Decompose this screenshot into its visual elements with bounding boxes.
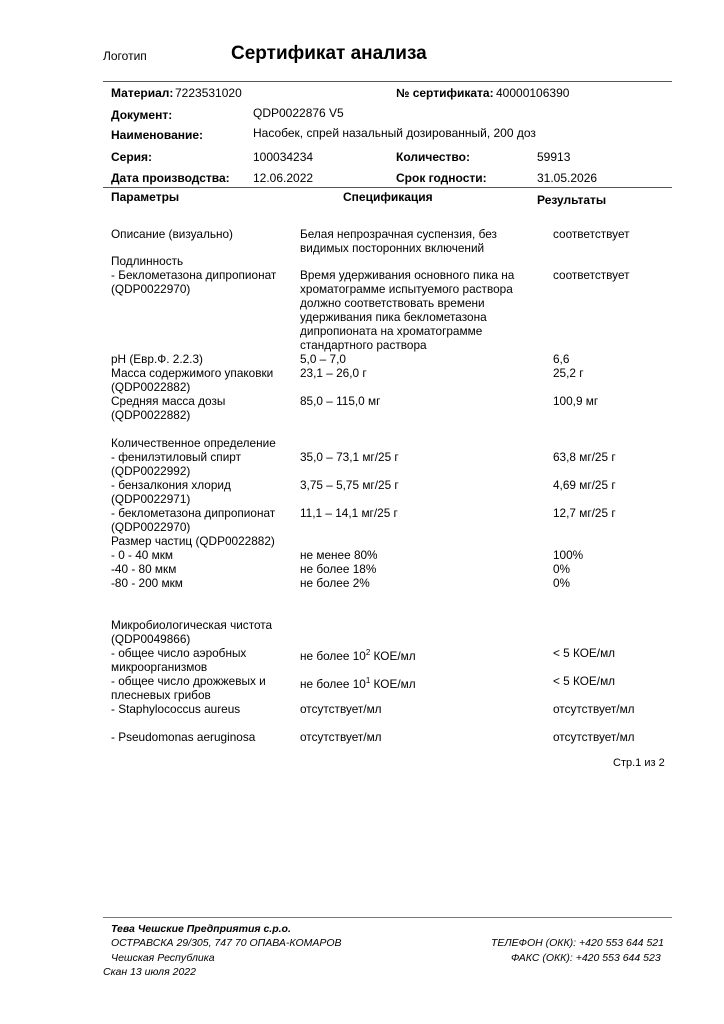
param-staph: - Staphylococcus aureus (111, 702, 241, 716)
param-phenyl: - фенилэтиловый спирт (QDP0022992) (111, 450, 241, 478)
expiry-date-value: 31.05.2026 (537, 171, 598, 185)
result-mass: 25,2 г (553, 366, 584, 380)
result-benzal: 4,69 мг/25 г (553, 478, 616, 492)
param-particle-2: -40 - 80 мкм (111, 562, 177, 576)
spec-mass: 23,1 – 26,0 г (300, 366, 367, 380)
result-description: соответствует (553, 227, 630, 241)
logo-placeholder: Логотип (103, 49, 147, 63)
footer-country: Чешская Республика (111, 952, 215, 964)
footer-company: Тева Чешские Предприятия с.р.о. (111, 923, 291, 935)
page-title: Сертификат анализа (231, 43, 427, 64)
result-phenyl: 63,8 мг/25 г (553, 450, 616, 464)
production-date-value: 12.06.2022 (253, 171, 314, 185)
production-date-label: Дата производства: (111, 171, 230, 185)
param-dose: Средняя масса дозы (QDP0022882) (111, 394, 226, 422)
result-particle-1: 100% (553, 548, 584, 562)
column-header-spec: Спецификация (343, 190, 433, 204)
table-divider (103, 187, 672, 188)
footer-address: ОСТРАВСКА 29/305, 747 70 ОПАВА-КОМАРОВ (111, 937, 342, 949)
spec-particle-2: не более 18% (300, 562, 377, 576)
param-pseudo: - Pseudomonas aeruginosa (111, 730, 256, 744)
header-divider (103, 81, 672, 82)
column-header-params: Параметры (111, 190, 180, 204)
spec-ph: 5,0 – 7,0 (300, 352, 346, 366)
result-identity: соответствует (553, 268, 630, 282)
spec-benzal: 3,75 – 5,75 мг/25 г (300, 478, 399, 492)
series-label: Серия: (111, 150, 153, 164)
result-yeast: < 5 КОЕ/мл (553, 674, 616, 688)
material-value: 7223531020 (175, 86, 242, 100)
result-ph: 6,6 (553, 352, 570, 366)
document-value: QDP0022876 V5 (253, 106, 344, 120)
result-staph: отсутствует/мл (553, 702, 635, 716)
param-aerobic: - общее число аэробных микроорганизмов (111, 646, 247, 674)
series-value: 100034234 (253, 150, 314, 164)
quant-heading: Количественное определение (111, 436, 276, 450)
footer-scan-date: Скан 13 июля 2022 (103, 966, 196, 978)
param-ph: pH (Евр.Ф. 2.2.3) (111, 352, 203, 366)
material-label: Материал: (111, 86, 174, 100)
footer-fax: ФАКС (ОКК): +420 553 644 523 (511, 952, 661, 964)
result-dose: 100,9 мг (553, 394, 599, 408)
quantity-label: Количество: (396, 150, 470, 164)
document-label: Документ: (111, 108, 173, 122)
param-beclo: - беклометазона дипропионат (QDP0022970) (111, 506, 276, 534)
micro-heading: Микробиологическая чистота (QDP0049866) (111, 618, 273, 646)
certificate-value: 40000106390 (496, 86, 570, 100)
column-header-results: Результаты (537, 193, 607, 207)
param-description: Описание (визуально) (111, 227, 233, 241)
result-particle-3: 0% (553, 576, 571, 590)
identity-heading: Подлинность (111, 254, 184, 268)
spec-staph: отсутствует/мл (300, 702, 382, 716)
name-value: Насобек, спрей назальный дозированный, 200 доз (253, 126, 536, 140)
param-particle-3: -80 - 200 мкм (111, 576, 183, 590)
spec-pseudo: отсутствует/мл (300, 730, 382, 744)
result-beclo: 12,7 мг/25 г (553, 506, 616, 520)
particle-heading: Размер частиц (QDP0022882) (111, 534, 275, 548)
spec-beclo: 11,1 – 14,1 мг/25 г (300, 506, 398, 520)
spec-particle-3: не более 2% (300, 576, 370, 590)
result-aerobic: < 5 КОЕ/мл (553, 646, 616, 660)
spec-particle-1: не менее 80% (300, 548, 378, 562)
param-benzal: - бензалкония хлорид (QDP0022971) (111, 478, 231, 506)
quantity-value: 59913 (537, 150, 571, 164)
footer-phone: ТЕЛЕФОН (ОКК): +420 553 644 521 (491, 937, 664, 949)
result-particle-2: 0% (553, 562, 571, 576)
spec-aerobic: не более $10^2$ КОЕ/мл (300, 648, 416, 663)
page-number: Стр.1 из 2 (613, 757, 665, 769)
spec-description: Белая непрозрачная суспензия, без видимых посторонних включений (300, 227, 497, 255)
spec-yeast: не более $10^1$ КОЕ/мл (300, 676, 416, 691)
result-pseudo: отсутствует/мл (553, 730, 635, 744)
expiry-date-label: Срок годности: (396, 171, 487, 185)
param-yeast: - общее число дрожжевых и плесневых грибов (111, 674, 266, 702)
footer-divider (103, 917, 672, 918)
param-identity: - Беклометазона дипропионат (QDP0022970) (111, 268, 277, 296)
param-mass: Масса содержимого упаковки (QDP0022882) (111, 366, 274, 394)
certificate-label: № сертификата: (396, 86, 494, 100)
name-label: Наименование: (111, 128, 204, 142)
spec-identity: Время удерживания основного пика на хроматограмме испытуемого раствора должно соответствовать времени удерживания пика беклометазона дипропионата на хроматограмме стандартного раствора (300, 268, 515, 352)
spec-phenyl: 35,0 – 73,1 мг/25 г (300, 450, 399, 464)
spec-dose: 85,0 – 115,0 мг (300, 394, 381, 408)
param-particle-1: - 0 - 40 мкм (111, 548, 174, 562)
